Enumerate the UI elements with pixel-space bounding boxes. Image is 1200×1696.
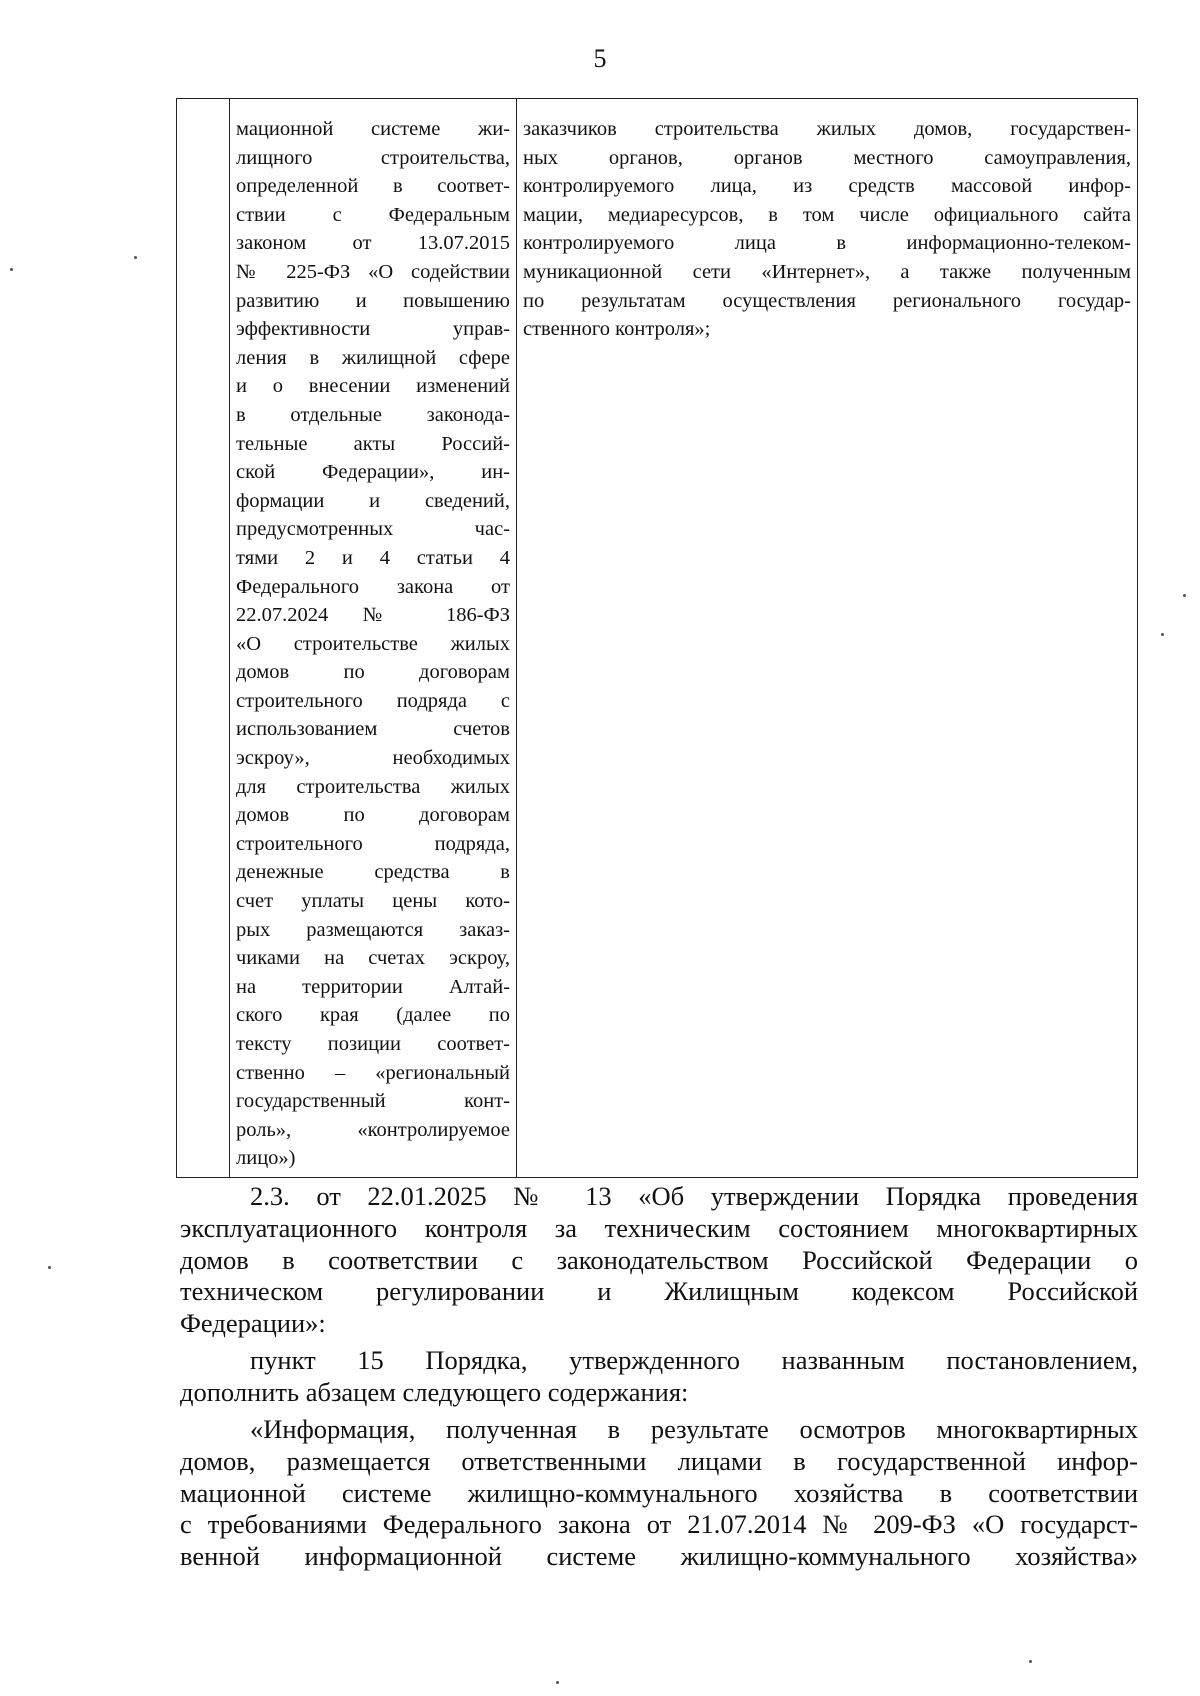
table-line: Федерального закона от xyxy=(236,575,510,598)
table-line: строительного подряда, xyxy=(236,832,510,855)
scan-speck xyxy=(134,256,137,259)
scan-speck xyxy=(10,268,13,271)
scan-speck xyxy=(1183,594,1186,597)
table-line: контролируемого лица в информационно-телеком- xyxy=(523,232,1131,255)
table-line: ных органов, органов местного самоуправления, xyxy=(523,146,1131,169)
table-line: ского края (далее по xyxy=(236,1004,510,1027)
table-row xyxy=(177,99,1138,1178)
table-cell-empty xyxy=(177,99,230,1178)
paragraph-line: дополнить абзацем следующего содержания: xyxy=(180,1376,689,1407)
table-line: государственный конт- xyxy=(236,1090,510,1113)
table-line: контролируемого лица, из средств массовой инфор- xyxy=(523,175,1131,198)
table-line: ствии с Федеральным xyxy=(236,203,510,226)
table-line: домов по договорам xyxy=(236,804,510,827)
table-line: роль», «контролируемое xyxy=(236,1118,510,1141)
paragraph-line: домов в соответствии с законодательством Российской Федерации о xyxy=(180,1244,1138,1275)
table-line: использованием счетов xyxy=(236,718,510,741)
table-line: предусмотренных час- xyxy=(236,518,510,541)
table-line: мационной системе жи- xyxy=(236,118,510,140)
table-line: развитию и повышению xyxy=(236,289,510,312)
paragraph-line: 2.3. от 22.01.2025 № 13 «Об утверждении Порядка проведения xyxy=(250,1181,1138,1211)
table-line: законом от 13.07.2015 xyxy=(236,232,510,255)
table-line: эскроу», необходимых xyxy=(236,747,510,770)
table-line: на территории Алтай- xyxy=(236,975,510,998)
table-line: домов по договорам xyxy=(236,661,510,684)
table-cell-right xyxy=(517,99,1138,1178)
paragraph-line: домов, размещается ответственными лицами в государственной инфор- xyxy=(180,1445,1138,1476)
table-line: тельные акты Россий- xyxy=(236,432,510,455)
table-line: в отдельные законода- xyxy=(236,403,510,426)
table-line: муникационной сети «Интернет», а также полученным xyxy=(523,260,1131,283)
scan-speck xyxy=(1161,633,1164,636)
paragraph-quoted-text xyxy=(180,1414,1138,1573)
table-line: эффективности управ- xyxy=(236,318,510,341)
table-line: денежные средства в xyxy=(236,861,510,884)
table-line: лицо») xyxy=(236,1147,296,1170)
paragraph-amendment-2-3 xyxy=(180,1181,1138,1340)
table-line: чиками на счетах эскроу, xyxy=(236,947,510,970)
scan-speck xyxy=(1029,1660,1032,1663)
scan-speck xyxy=(48,1266,51,1269)
table-line: по результатам осуществления регионального государ- xyxy=(523,289,1131,312)
table-line: ления в жилищной сфере xyxy=(236,346,510,369)
paragraph-point-15 xyxy=(180,1345,1138,1409)
paragraph-line: «Информация, полученная в результате осмотров многоквартирных xyxy=(250,1414,1138,1444)
table-line: определенной в соответ- xyxy=(236,175,510,198)
table-line: № 225-ФЗ «О содействии xyxy=(236,260,510,283)
paragraph-line: пункт 15 Порядка, утвержденного названным постановлением, xyxy=(250,1345,1138,1375)
document-table xyxy=(176,98,1138,1178)
table-line: 22.07.2024 № 186-ФЗ xyxy=(236,604,510,627)
paragraph-line: Федерации»: xyxy=(180,1308,326,1339)
paragraph-line: техническом регулировании и Жилищным кодексом Российской xyxy=(180,1276,1138,1307)
paragraph-line: мационной системе жилищно-коммунального хозяйства в соответствии xyxy=(180,1477,1138,1508)
table-line: «О строительстве жилых xyxy=(236,632,510,655)
table-line: счет уплаты цены кото- xyxy=(236,890,510,913)
table-line: формации и сведений, xyxy=(236,489,510,512)
paragraph-line: венной информационной системе жилищно-коммунального хозяйства» xyxy=(180,1541,1138,1572)
scan-speck xyxy=(556,1681,559,1684)
paragraph-line: эксплуатационного контроля за техническим состоянием многоквартирных xyxy=(180,1212,1138,1243)
table-cell-left xyxy=(230,99,517,1178)
table-line: и о внесении изменений xyxy=(236,375,510,398)
page-number: 5 xyxy=(593,44,607,73)
table-line: рых размещаются заказ- xyxy=(236,918,510,941)
table-line: лищного строительства, xyxy=(236,146,510,169)
paragraph-line: с требованиями Федерального закона от 21.07.2014 № 209-ФЗ «О государст- xyxy=(180,1509,1138,1540)
table-line: ской Федерации», ин- xyxy=(236,461,510,484)
table-line: ственного контроля»; xyxy=(523,318,711,341)
table-line: тексту позиции соответ- xyxy=(236,1033,510,1055)
table-line: для строительства жилых xyxy=(236,775,510,798)
table-line: ственно – «региональный xyxy=(236,1061,510,1084)
table-line: мации, медиаресурсов, в том числе официального сайта xyxy=(523,203,1131,226)
table-line: заказчиков строительства жилых домов, государствен- xyxy=(523,118,1131,140)
table-line: тями 2 и 4 статьи 4 xyxy=(236,546,510,569)
table-line: строительного подряда с xyxy=(236,689,510,712)
